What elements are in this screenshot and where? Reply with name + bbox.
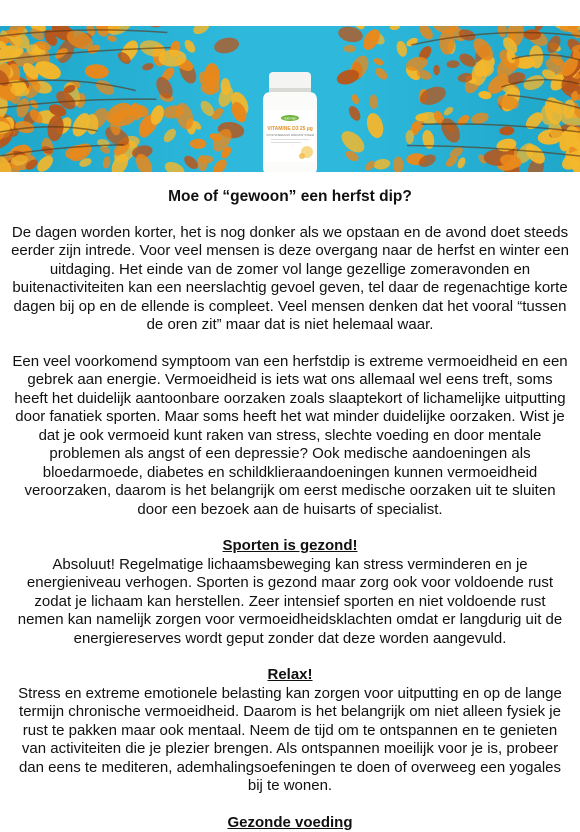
bottle-product-sub: VOOR SPIEREN EN IMMUUNSYSTEEM <box>266 133 314 137</box>
hero-banner <box>0 26 580 172</box>
article <box>0 188 580 832</box>
section-title-relax: Relax! <box>10 666 570 685</box>
section-title-nutrition: Gezonde voeding <box>10 814 570 832</box>
autumn-leaves-right <box>330 26 580 172</box>
vitamin-d3-bottle <box>255 70 325 172</box>
symptoms-paragraph: Een veel voorkomend symptoom van een herfstdip is extreme vermoeidheid en een gebrek aan energie. Vermoeidheid is iets wat ons allemaal wel eens treft, soms heeft het duidelijk aantoonbare oorzaken zoals slaaptekort of lichamelijke uitputting door fanatiek sporten. Maar soms heeft het wat minder duidelijke oorzaken. Wist je dat je ook vermoeid kunt raken van stress, slechte voeding en door mentale problemen als angst of een depressie? Ook medische aandoeningen als bloedarmoede, diabetes en schildklieraandoeningen kunnen vermoeidheid veroorzaken, daarom is het belangrijk om eerst medische oorzaken uit te sluiten door een bezoek aan de huisarts of specialist. <box>10 353 570 520</box>
section-title-sport: Sporten is gezond! <box>10 537 570 556</box>
bottle-brand-text: nutrivian <box>284 117 297 121</box>
autumn-leaves-left <box>0 26 250 172</box>
intro-paragraph: De dagen worden korter, het is nog donker als we opstaan en de avond doet steeds eerder zijn intrede. Voor veel mensen is deze overgang naar de herfst en winter een uitdaging. Het einde van de zomer vol lange gezellige zomeravonden en buitenactiviteiten kan een neerslachtig gevoel geven, tel daar de regenachtige korte dagen bij op en de ellende is compleet. Veel mensen denken dat het vooral “tussen de oren zit” maar dat is niet helemaal waar. <box>10 224 570 335</box>
bottle-product-name: VITAMINE D3 25 µg <box>267 126 313 132</box>
section-body-sport: Absoluut! Regelmatige lichaamsbeweging kan stress verminderen en je energieniveau verhogen. Sporten is gezond maar zorg ook voor voldoende rust zodat je lichaam kan herstellen. Zeer intensief sporten en niet voldoende rust nemen kan namelijk zorgen voor vermoeidheidsklachten omdat er langdurig uit de energiereserves wordt geput zonder dat deze worden aangevuld. <box>10 556 570 649</box>
article-title: Moe of “gewoon” een herfst dip? <box>10 188 570 207</box>
section-body-relax: Stress en extreme emotionele belasting kan zorgen voor uitputting en op de lange termijn chronische vermoeidheid. Daarom is het belangrijk om niet alleen fysiek je rust te pakken maar ook mentaal. Neem de tijd om te ontspannen en te genieten van activiteiten die je plezier brengen. Als ontspannen moeilijk voor je is, probeer dan eens te mediteren, ademhalingsoefeningen te doen of overweeg een yogales bij te wonen. <box>10 685 570 796</box>
